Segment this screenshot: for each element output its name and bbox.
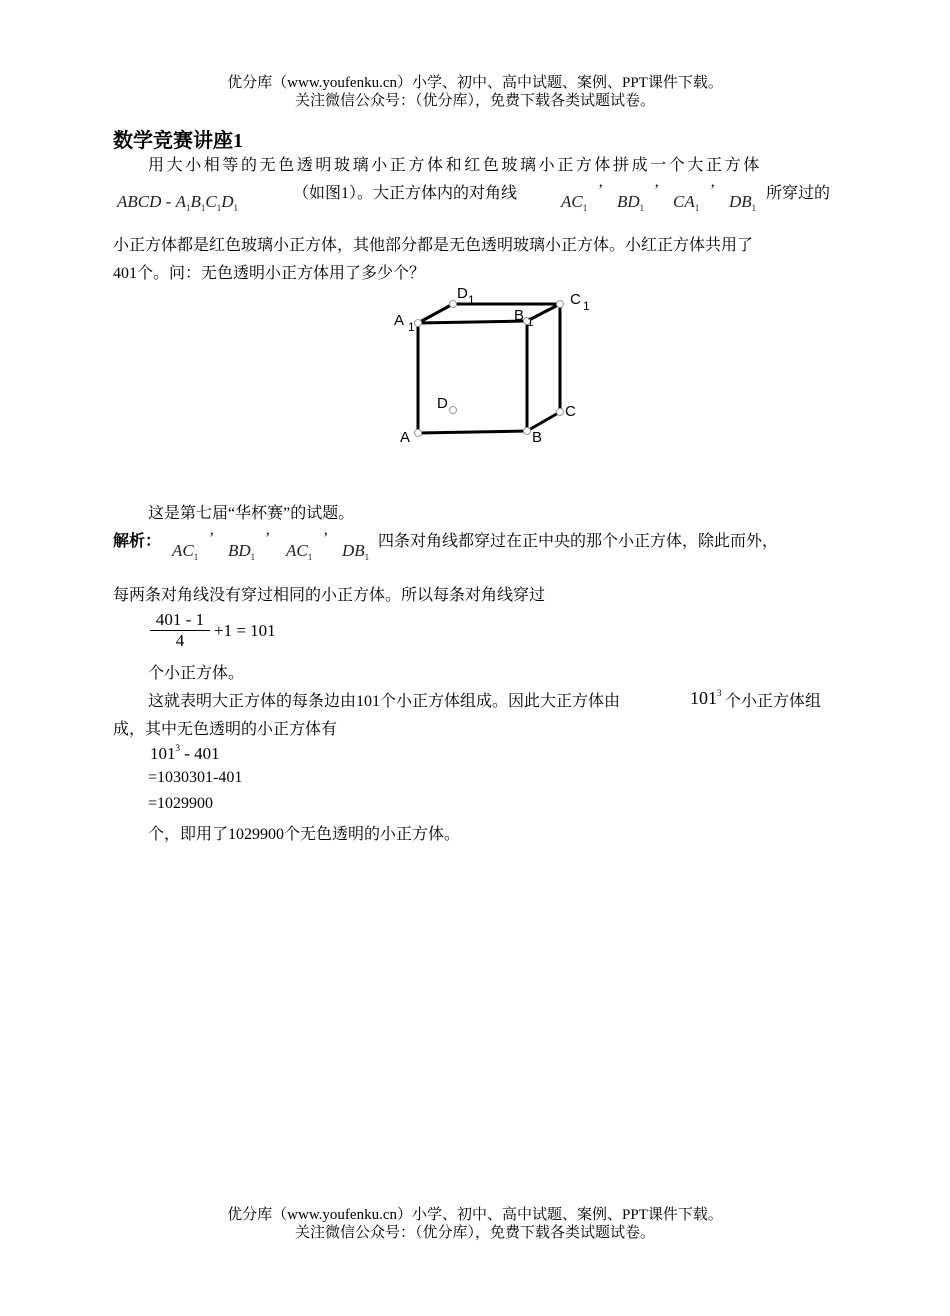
- calc-power-base: 101: [150, 744, 176, 763]
- problem-line-2-tail: 所穿过的: [766, 185, 831, 202]
- label-d1-sub: 1: [468, 293, 475, 307]
- page-header-line-2: 关注微信公众号：（优分库），免费下载各类试题试卷。: [294, 93, 655, 109]
- calc-power-exponent: 3: [175, 743, 180, 753]
- solution-label: 解析：: [113, 533, 162, 550]
- diagonal-ac1: $AC_1$: [561, 192, 588, 213]
- fraction-numerator: 401 - 1: [155, 610, 205, 629]
- comma: ’: [209, 530, 215, 547]
- label-c1-sub: 1: [583, 299, 590, 313]
- label-b1-sub: 1: [527, 315, 534, 329]
- power-expression: [690, 688, 722, 709]
- label-b: B: [532, 429, 543, 446]
- source-note: 这是第七届“华杯赛”的试题。: [148, 505, 355, 522]
- cube-name-formula: ABCD - $A_1B_1C_1D_1$: [117, 192, 238, 213]
- problem-line-4: 401个。问：无色透明小正方体用了多少个？: [113, 265, 426, 282]
- cube-edges: [418, 304, 560, 433]
- calc-minus: - 401: [180, 744, 220, 763]
- sol-diagonal-bd1: $BD_1$: [228, 541, 256, 562]
- label-d: D: [437, 395, 448, 412]
- label-a1-sub: 1: [408, 320, 415, 334]
- power-base: 101: [690, 688, 717, 708]
- label-a1: A: [394, 312, 405, 329]
- problem-line-3: 小正方体都是红色玻璃小正方体，其他部分都是无色透明玻璃小正方体。小红正方体共用了: [113, 237, 754, 254]
- edge-a1-d1: [418, 304, 453, 323]
- fraction-denominator: 4: [175, 631, 185, 650]
- solution-line-1-tail: 四条对角线都穿过在正中央的那个小正方体，除此而外，: [378, 533, 779, 550]
- calc-line-2: =1030301-401: [148, 769, 243, 786]
- power-exponent: 3: [717, 688, 722, 698]
- solution-line-4a: 这就表明大正方体的每条边由101个小正方体组成。因此大正方体由: [148, 693, 621, 710]
- sol-diagonal-ac1-2: $AC_1$: [286, 541, 313, 562]
- sol-diagonal-db1: $DB_1$: [342, 541, 370, 562]
- diagonal-ca1: $CA_1$: [673, 192, 700, 213]
- comma: ’: [598, 182, 604, 199]
- solution-line-3: 个小正方体。: [148, 665, 245, 682]
- vertex-a: [415, 430, 422, 437]
- page-footer-line-1: 优分库（www.youfenku.cn）小学、初中、高中试题、案例、PPT课件下载。: [227, 1207, 723, 1223]
- vertex-c1: [557, 301, 564, 308]
- edge-a-b: [418, 431, 527, 433]
- diagonal-bd1: $BD_1$: [617, 192, 645, 213]
- calc-line-1: [150, 743, 220, 764]
- page-title: 数学竞赛讲座1: [113, 130, 243, 152]
- label-c: C: [565, 403, 576, 420]
- label-a: A: [400, 429, 411, 446]
- problem-line-1: 用大小相等的无色透明玻璃小正方体和红色玻璃小正方体拼成一个大正方体: [148, 157, 762, 174]
- sol-diagonal-ac1: $AC_1$: [172, 541, 199, 562]
- label-c1: C: [570, 291, 581, 308]
- vertex-d1: [450, 301, 457, 308]
- vertex-d: [450, 407, 457, 414]
- calc-line-3: =1029900: [148, 795, 214, 812]
- problem-fig-ref: （如图1）。大正方体内的对角线: [293, 185, 518, 202]
- edge-a1-b1: [418, 321, 527, 323]
- page-footer-line-2: 关注微信公众号：（优分库），免费下载各类试题试卷。: [294, 1225, 655, 1241]
- label-b1: B: [514, 307, 525, 324]
- comma: ’: [710, 182, 716, 199]
- vertex-c: [557, 409, 564, 416]
- comma: ’: [265, 530, 271, 547]
- fraction-result: +1 = 101: [214, 621, 276, 640]
- comma: ’: [323, 530, 329, 547]
- solution-final-line: 个，即用了1029900个无色透明的小正方体。: [148, 826, 461, 843]
- page-header-line-1: 优分库（www.youfenku.cn）小学、初中、高中试题、案例、PPT课件下载。: [227, 75, 723, 91]
- comma: ’: [654, 182, 660, 199]
- fraction: [150, 610, 210, 651]
- solution-line-5: 成，其中无色透明的小正方体有: [113, 721, 338, 738]
- solution-line-4b: 个小正方体组: [725, 693, 822, 710]
- diagonal-db1: $DB_1$: [729, 192, 757, 213]
- vertex-a1: [415, 320, 422, 327]
- vertex-b: [524, 428, 531, 435]
- cube-figure: [380, 280, 620, 450]
- label-d1: D: [457, 285, 468, 302]
- solution-line-2: 每两条对角线没有穿过相同的小正方体。所以每条对角线穿过: [113, 587, 546, 604]
